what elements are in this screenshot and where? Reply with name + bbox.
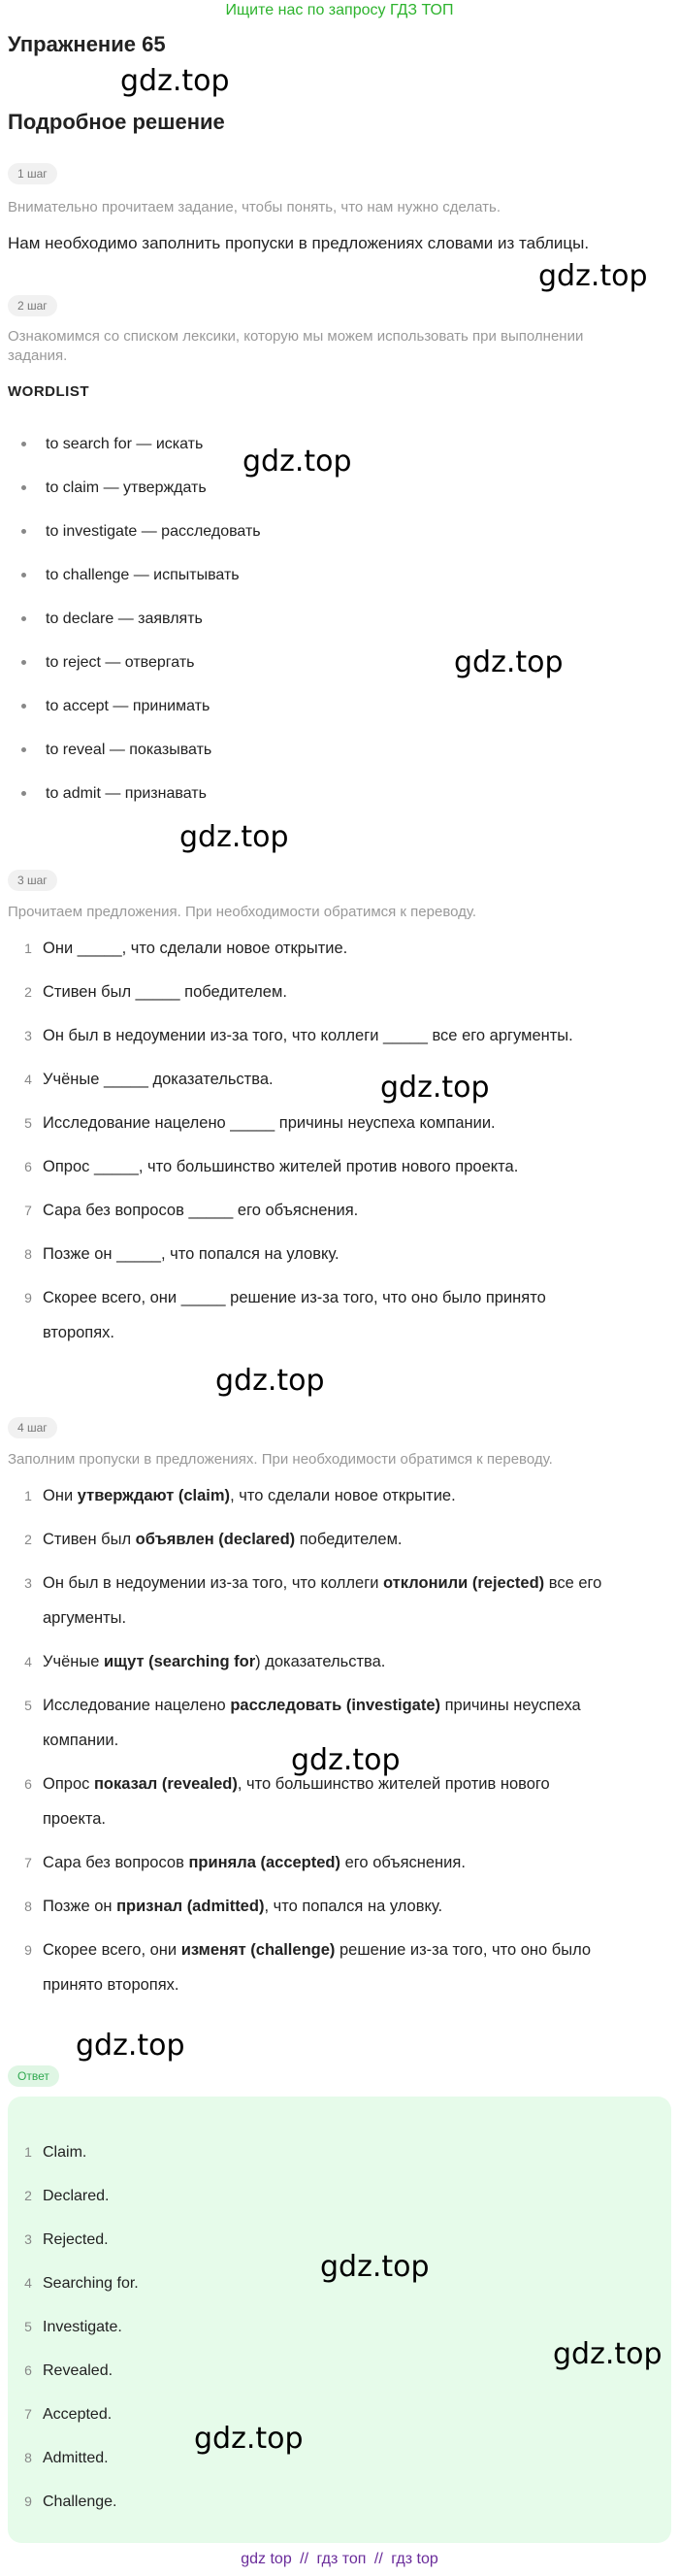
answer-item — [21, 2491, 117, 2512]
bullet-dot-icon — [21, 573, 26, 578]
sentence-text: Скорее всего, они _____ решение из-за того, что оно было принято — [43, 1289, 546, 1306]
sentence-text — [43, 1932, 662, 1967]
watermark: gdz.top — [179, 820, 289, 854]
step3-note: Прочитаем предложения. При необходимости обратимся к переводу. — [8, 904, 477, 920]
filled-word: расследовать (investigate) — [230, 1697, 441, 1714]
filled-word: показал (revealed) — [93, 1775, 238, 1793]
answer-item — [21, 2185, 109, 2206]
search-hint-banner: Ищите нас по запросу ГДЗ ТОП — [225, 2, 454, 18]
answer-sentence-item — [21, 1478, 662, 1513]
sentence-text — [43, 1845, 662, 1880]
footer-separator: // — [373, 2551, 383, 2567]
step1-note: Внимательно прочитаем задание, чтобы понять, что нам нужно сделать. — [8, 199, 501, 215]
watermark: gdz.top — [380, 1071, 490, 1105]
bullet-dot-icon — [21, 704, 26, 709]
answer-number: 1 — [24, 2144, 32, 2160]
sentence-text: Сара без вопросов _____ его объяснения. — [43, 1202, 359, 1219]
sentence-text-after: его объяснения. — [340, 1854, 466, 1871]
filled-word: утверждают (claim) — [77, 1487, 231, 1504]
sentence-number: 3 — [24, 1028, 32, 1043]
bullet-dot-icon — [21, 747, 26, 752]
sentence-text — [43, 1644, 662, 1679]
sentence-text-after: , что большинство жителей против нового — [237, 1775, 550, 1793]
answer-item — [21, 2272, 139, 2294]
sentence-text: Он был в недоумении из-за того, что коллеги _____ все его аргументы. — [43, 1027, 573, 1044]
sentence-text-after: все его — [544, 1574, 602, 1592]
sentence-text-before: Он был в недоумении из-за того, что коллеги — [43, 1574, 384, 1592]
sentence-text — [43, 1566, 662, 1601]
sentence-text-continued: принято второпях. — [43, 1976, 179, 1994]
sentence-number: 9 — [24, 1290, 32, 1305]
step1-text: Нам необходимо заполнить пропуски в предложениях словами из таблицы. — [8, 234, 590, 252]
answer-text: Admitted. — [43, 2450, 109, 2466]
answer-text: Claim. — [43, 2144, 87, 2161]
answer-item — [21, 2447, 109, 2468]
answer-item — [21, 2360, 113, 2381]
answer-number: 3 — [24, 2231, 32, 2247]
filled-word: объявлен (declared) — [135, 1531, 296, 1548]
answer-sentence-item — [21, 1566, 662, 1635]
step-badge-2: 2 шаг — [8, 295, 57, 316]
answer-number: 5 — [24, 2319, 32, 2334]
step-badge-1: 1 шаг — [8, 163, 57, 184]
sentence-number: 3 — [24, 1575, 32, 1591]
sentence-item — [21, 1149, 662, 1184]
sentence-text-before: Учёные — [43, 1653, 104, 1670]
answer-item — [21, 2141, 86, 2163]
wordlist-item — [21, 740, 211, 761]
sentence-number: 2 — [24, 1532, 32, 1547]
answer-number: 2 — [24, 2188, 32, 2203]
watermark: gdz.top — [215, 1364, 325, 1398]
sentence-text: Исследование нацелено _____ причины неуспеха компании. — [43, 1114, 496, 1132]
answer-text: Investigate. — [43, 2319, 122, 2335]
solution-subtitle: Подробное решение — [8, 110, 225, 134]
sentence-text: Стивен был _____ победителем. — [43, 983, 287, 1001]
sentence-number: 1 — [24, 1488, 32, 1503]
sentence-text-after: победителем. — [295, 1531, 403, 1548]
bullet-dot-icon — [21, 529, 26, 534]
sentence-text-after: ) доказательства. — [255, 1653, 386, 1670]
step-badge-4: 4 шаг — [8, 1417, 57, 1438]
sentence-item — [21, 974, 662, 1009]
sentence-item — [21, 1193, 662, 1228]
footer-links — [0, 2551, 679, 2568]
wordlist-item — [21, 696, 210, 717]
wordlist-item-text: to declare — заявлять — [46, 611, 203, 627]
answer-number: 8 — [24, 2450, 32, 2465]
sentence-text-before: Скорее всего, они — [43, 1941, 181, 1959]
sentence-text-before: Позже он — [43, 1898, 117, 1915]
sentence-number: 9 — [24, 1942, 32, 1958]
sentence-number: 8 — [24, 1899, 32, 1914]
step4-note: Заполним пропуски в предложениях. При необходимости обратимся к переводу. — [8, 1451, 553, 1468]
wordlist-item-text: to reject — отвергать — [46, 654, 195, 671]
sentence-item — [21, 1237, 662, 1271]
exercise-title: Упражнение 65 — [8, 32, 166, 56]
step2-note-line2: задания. — [8, 347, 68, 364]
sentence-text — [43, 1889, 662, 1924]
wordlist-item — [21, 478, 207, 499]
sentence-number: 6 — [24, 1159, 32, 1174]
sentence-text-before: Исследование нацелено — [43, 1697, 231, 1714]
sentence-text-before: Опрос — [43, 1775, 94, 1793]
answer-sentence-item — [21, 1845, 662, 1880]
bullet-dot-icon — [21, 616, 26, 621]
sentence-item — [21, 1018, 662, 1053]
footer-separator: // — [300, 2551, 309, 2567]
answer-text: Revealed. — [43, 2362, 113, 2379]
wordlist-item — [21, 609, 203, 630]
sentence-text-after: , что попался на уловку. — [264, 1898, 443, 1915]
answer-sentence-item — [21, 1889, 662, 1924]
watermark: gdz.top — [120, 64, 230, 98]
sentence-text — [43, 1478, 662, 1513]
step-badge-3: 3 шаг — [8, 870, 57, 891]
answer-text: Searching for. — [43, 2275, 139, 2292]
sentence-number: 5 — [24, 1698, 32, 1713]
sentence-item — [21, 931, 662, 966]
watermark: gdz.top — [194, 2422, 304, 2456]
watermark: gdz.top — [76, 2029, 185, 2063]
wordlist-item-text: to accept — принимать — [46, 698, 210, 714]
watermark: gdz.top — [538, 259, 648, 293]
sentence-text-continued: компании. — [43, 1732, 119, 1749]
sentence-text — [43, 1688, 662, 1723]
sentence-text-after: причины неуспеха — [440, 1697, 581, 1714]
sentence-item — [21, 1106, 662, 1140]
step2-note-line1: Ознакомимся со списком лексики, которую мы можем использовать при выполнении — [8, 328, 584, 345]
filled-word: ищут (searching for — [104, 1653, 256, 1670]
bullet-dot-icon — [21, 442, 26, 446]
wordlist-item-text: to challenge — испытывать — [46, 567, 240, 583]
wordlist-item-text: to investigate — расследовать — [46, 523, 261, 540]
sentence-number: 7 — [24, 1203, 32, 1218]
sentence-text-before: Они — [43, 1487, 78, 1504]
answer-text: Rejected. — [43, 2231, 109, 2248]
answer-text: Challenge. — [43, 2493, 117, 2510]
bullet-dot-icon — [21, 485, 26, 490]
answer-badge: Ответ — [8, 2065, 59, 2087]
sentence-number: 2 — [24, 984, 32, 1000]
watermark: gdz.top — [454, 645, 564, 679]
wordlist-title: WORDLIST — [8, 383, 89, 400]
watermark: gdz.top — [320, 2250, 430, 2284]
sentence-number: 4 — [24, 1654, 32, 1669]
answer-item — [21, 2403, 112, 2425]
footer-link-gdz-top[interactable]: gdz top — [241, 2551, 292, 2567]
wordlist-item-text: to admit — признавать — [46, 785, 207, 802]
wordlist-item-text: to claim — утверждать — [46, 479, 207, 496]
filled-word: изменят (challenge) — [180, 1941, 336, 1959]
wordlist-item — [21, 521, 261, 543]
sentence-text-continued: второпях. — [43, 1324, 115, 1341]
answer-item — [21, 2316, 122, 2337]
sentence-item — [21, 1062, 662, 1097]
sentence-number: 1 — [24, 941, 32, 956]
sentence-number: 6 — [24, 1776, 32, 1792]
answer-number: 9 — [24, 2493, 32, 2509]
footer-link-gdz-top-mixed[interactable]: гдз top — [391, 2551, 438, 2567]
bullet-dot-icon — [21, 791, 26, 796]
sentence-number: 7 — [24, 1855, 32, 1870]
filled-word: приняла (accepted) — [188, 1854, 341, 1871]
sentence-text — [43, 1522, 662, 1557]
wordlist-item-text: to search for — искать — [46, 436, 204, 452]
sentence-text-before: Стивен был — [43, 1531, 136, 1548]
wordlist-item — [21, 783, 207, 805]
answer-text: Accepted. — [43, 2406, 113, 2423]
watermark: gdz.top — [242, 445, 352, 479]
sentence-text: Они _____, что сделали новое открытие. — [43, 940, 348, 957]
watermark: gdz.top — [291, 1743, 401, 1777]
sentence-text: Опрос _____, что большинство жителей против нового проекта. — [43, 1158, 519, 1175]
sentence-text-continued: аргументы. — [43, 1609, 127, 1627]
answer-text: Declared. — [43, 2188, 110, 2204]
sentence-text: Позже он _____, что попался на уловку. — [43, 1245, 340, 1263]
answer-number: 4 — [24, 2275, 32, 2291]
wordlist-item — [21, 565, 240, 586]
watermark: gdz.top — [553, 2337, 663, 2371]
footer-link-gdz-top-ru[interactable]: гдз топ — [316, 2551, 367, 2567]
answer-number: 7 — [24, 2406, 32, 2422]
answer-sentence-item — [21, 1932, 662, 2002]
filled-word: признал (admitted) — [116, 1898, 265, 1915]
sentence-number: 4 — [24, 1072, 32, 1087]
sentence-text-before: Сара без вопросов — [43, 1854, 189, 1871]
wordlist-item — [21, 434, 203, 455]
sentence-text-continued: проекта. — [43, 1810, 107, 1828]
answer-number: 6 — [24, 2362, 32, 2378]
wordlist-item — [21, 652, 195, 674]
answer-sentence-item — [21, 1522, 662, 1557]
answer-item — [21, 2229, 109, 2250]
answer-sentence-item — [21, 1644, 662, 1679]
sentence-text-after: решение из-за того, что оно было — [335, 1941, 592, 1959]
sentence-text-after: , что сделали новое открытие. — [230, 1487, 456, 1504]
bullet-dot-icon — [21, 660, 26, 665]
sentence-text: Учёные _____ доказательства. — [43, 1071, 274, 1088]
sentence-item — [21, 1280, 662, 1350]
filled-word: отклонили (rejected) — [383, 1574, 545, 1592]
wordlist-item-text: to reveal — показывать — [46, 742, 212, 758]
sentence-number: 5 — [24, 1115, 32, 1131]
sentence-number: 8 — [24, 1246, 32, 1262]
